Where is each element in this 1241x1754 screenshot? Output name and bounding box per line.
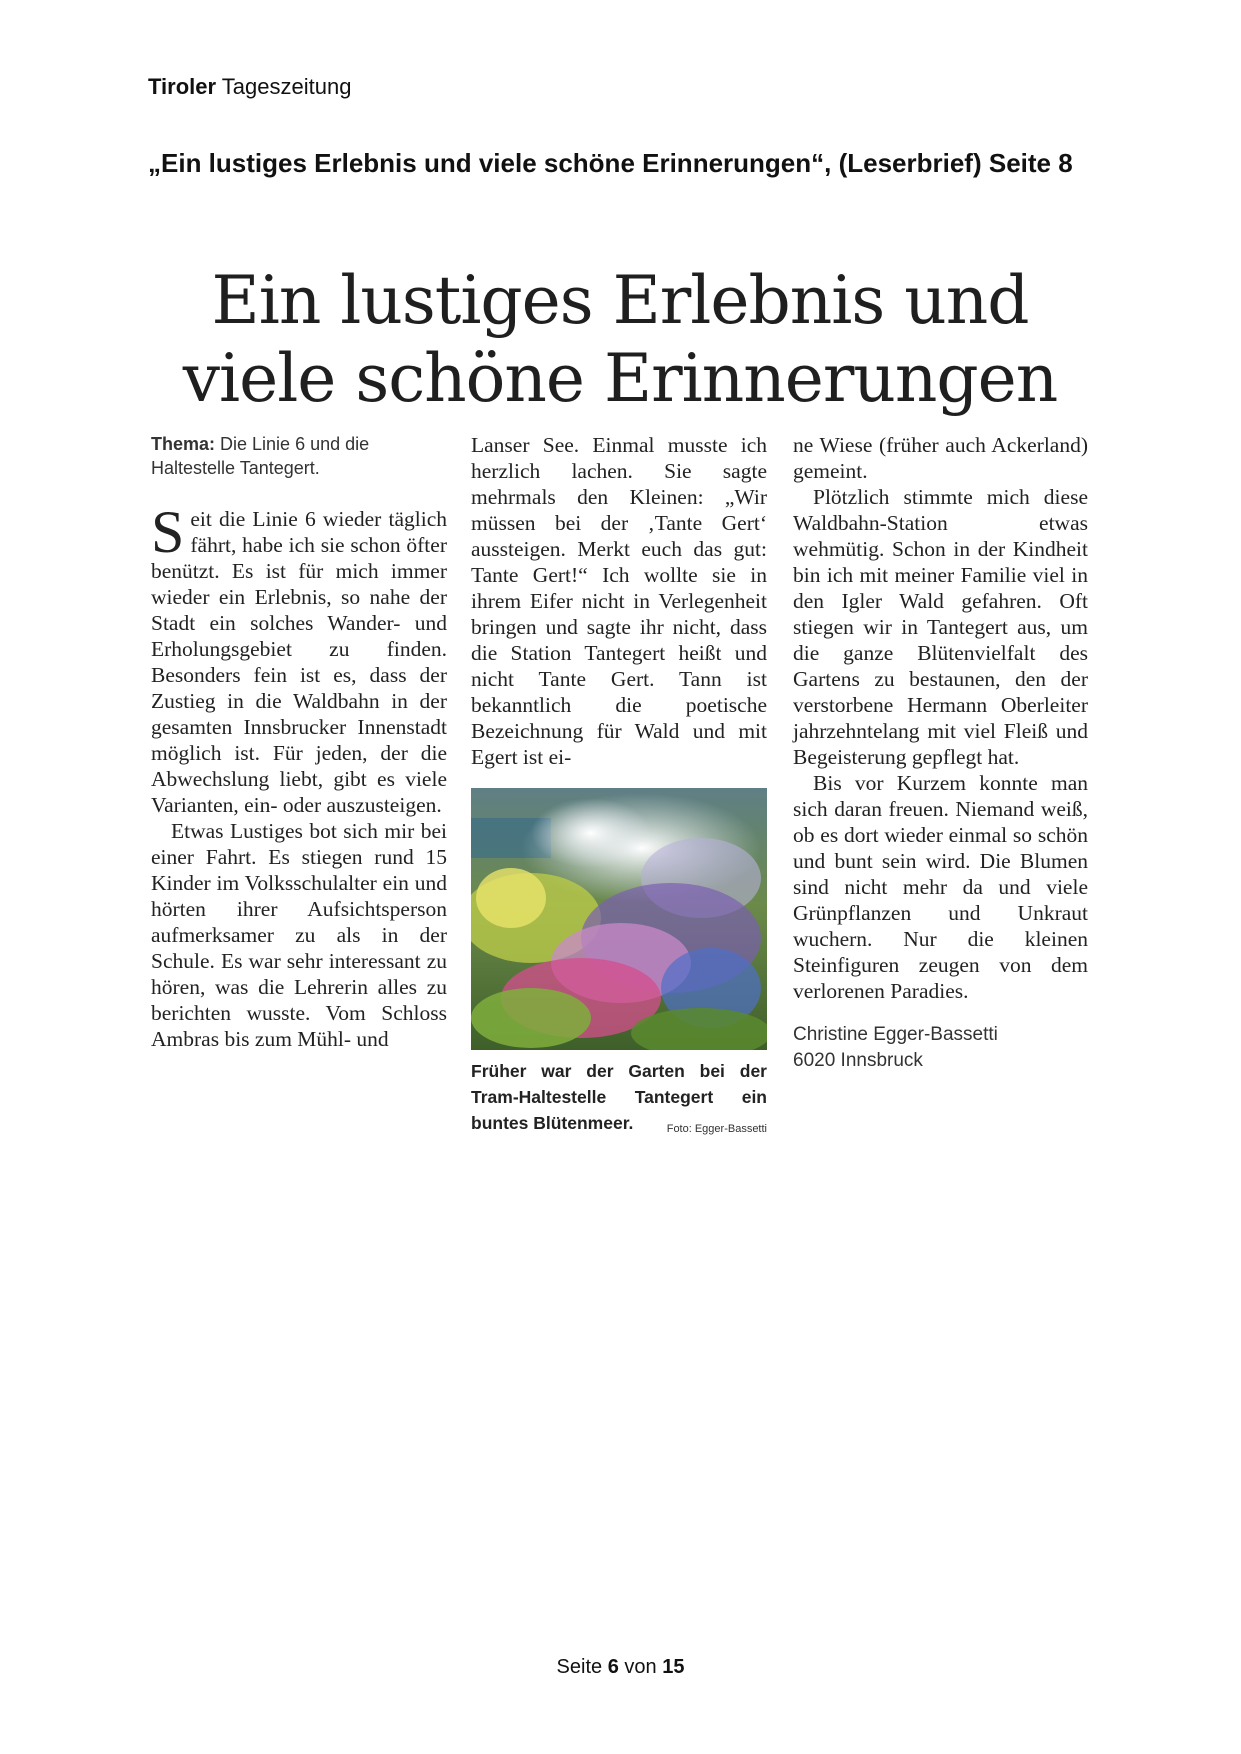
page-footer — [0, 1656, 1241, 1679]
headline-line-2: viele schöne Erinnerungen — [182, 340, 1058, 417]
publication-name-rest: Tageszeitung — [221, 74, 352, 99]
photo-caption-text: Früher war der Garten bei der Tram-Haltestelle Tantegert ein buntes Blütenmeer. — [471, 1061, 767, 1133]
page-total: 15 — [662, 1656, 685, 1678]
garden-photo — [471, 788, 767, 1050]
article-column-2 — [471, 432, 767, 1142]
author-signature — [793, 1022, 1088, 1074]
thema-line — [151, 432, 447, 480]
drop-cap: S — [151, 499, 185, 565]
headline-line-1: Ein lustiges Erlebnis und — [211, 262, 1029, 339]
publication-name — [148, 74, 351, 100]
paragraph-1 — [151, 499, 447, 818]
photo-caption — [471, 1058, 767, 1136]
paragraph-2-continued: Lanser See. Einmal musste ich herzlich lachen. Sie sagte mehrmals den Kleinen: „Wir müssen bei der ‚Tante Gert‘ aussteigen. Merkt euch das gut: Tante Gert!“ Ich wollte sie in ihrem Eifer nicht in Verlegenheit bringen und sagte ihr nicht, dass die Station Tantegert heißt und nicht Tante Gert. Tann ist bekanntlich die poetische Bezeichnung für Wald und mit Egert ist ei- — [471, 433, 767, 769]
article-column-1 — [151, 432, 447, 1052]
paragraph-2-end: ne Wiese (früher auch Ackerland) gemeint. — [793, 433, 1088, 483]
paragraph-3: Plötzlich stimmte mich diese Waldbahn-Station etwas wehmütig. Schon in der Kindheit bin ich mit meiner Familie viel in den Igler Wald gefahren. Oft stiegen wir in Tantegert aus, um die ganze Blütenvielfalt des Gartens zu bestaunen, den der verstorbene Hermann Oberleiter jahrzehntelang mit viel Fleiß und Begeisterung gepflegt hat. — [793, 485, 1088, 769]
author-location: 6020 Innsbruck — [793, 1050, 923, 1071]
author-name: Christine Egger-Bassetti — [793, 1024, 998, 1045]
thema-text: Die Linie 6 und die Haltestelle Tantegert. — [151, 434, 370, 478]
article-headline — [150, 262, 1090, 418]
photo-credit: Foto: Egger-Bassetti — [666, 1123, 767, 1135]
page-prefix: Seite — [556, 1656, 603, 1678]
paragraph-4: Bis vor Kurzem konnte man sich daran freuen. Niemand weiß, ob es dort wieder einmal so schön und bunt sein wird. Die Blumen sind nicht mehr da und viele Grünpflanzen und Unkraut wuchern. Nur die kleinen Steinfiguren zeugen von dem verlorenen Paradies. — [793, 771, 1088, 1003]
document-title: „Ein lustiges Erlebnis und viele schöne Erinnerungen“, (Leserbrief) Seite 8 — [148, 148, 1073, 178]
article-column-3 — [793, 432, 1088, 1074]
publication-name-bold: Tiroler — [148, 74, 217, 99]
page-current: 6 — [607, 1656, 619, 1678]
paragraph-1-text: eit die Linie 6 wieder täglich fährt, habe ich sie schon öfter benützt. Es ist für mich immer wieder ein Erlebnis, so nahe der Stadt ein solches Wander- und Erholungsgebiet zu finden. Besonders fein ist es, dass der Zustieg in die Waldbahn in der gesamten Innsbrucker Innenstadt möglich ist. Für jeden, der die Abwechslung liebt, gibt es viele Varianten, ein- oder auszusteigen. — [151, 507, 447, 817]
page-sep: von — [624, 1656, 657, 1678]
paragraph-2: Etwas Lustiges bot sich mir bei einer Fahrt. Es stiegen rund 15 Kinder im Volksschulalter ein und hörten ihrer Aufsichtsperson aufmerksamer zu als in der Schule. Es war sehr interessant zu hören, was die Lehrerin alles zu berichten wusste. Vom Schloss Ambras bis zum Mühl- und — [151, 819, 447, 1051]
thema-label: Thema: — [151, 434, 216, 454]
